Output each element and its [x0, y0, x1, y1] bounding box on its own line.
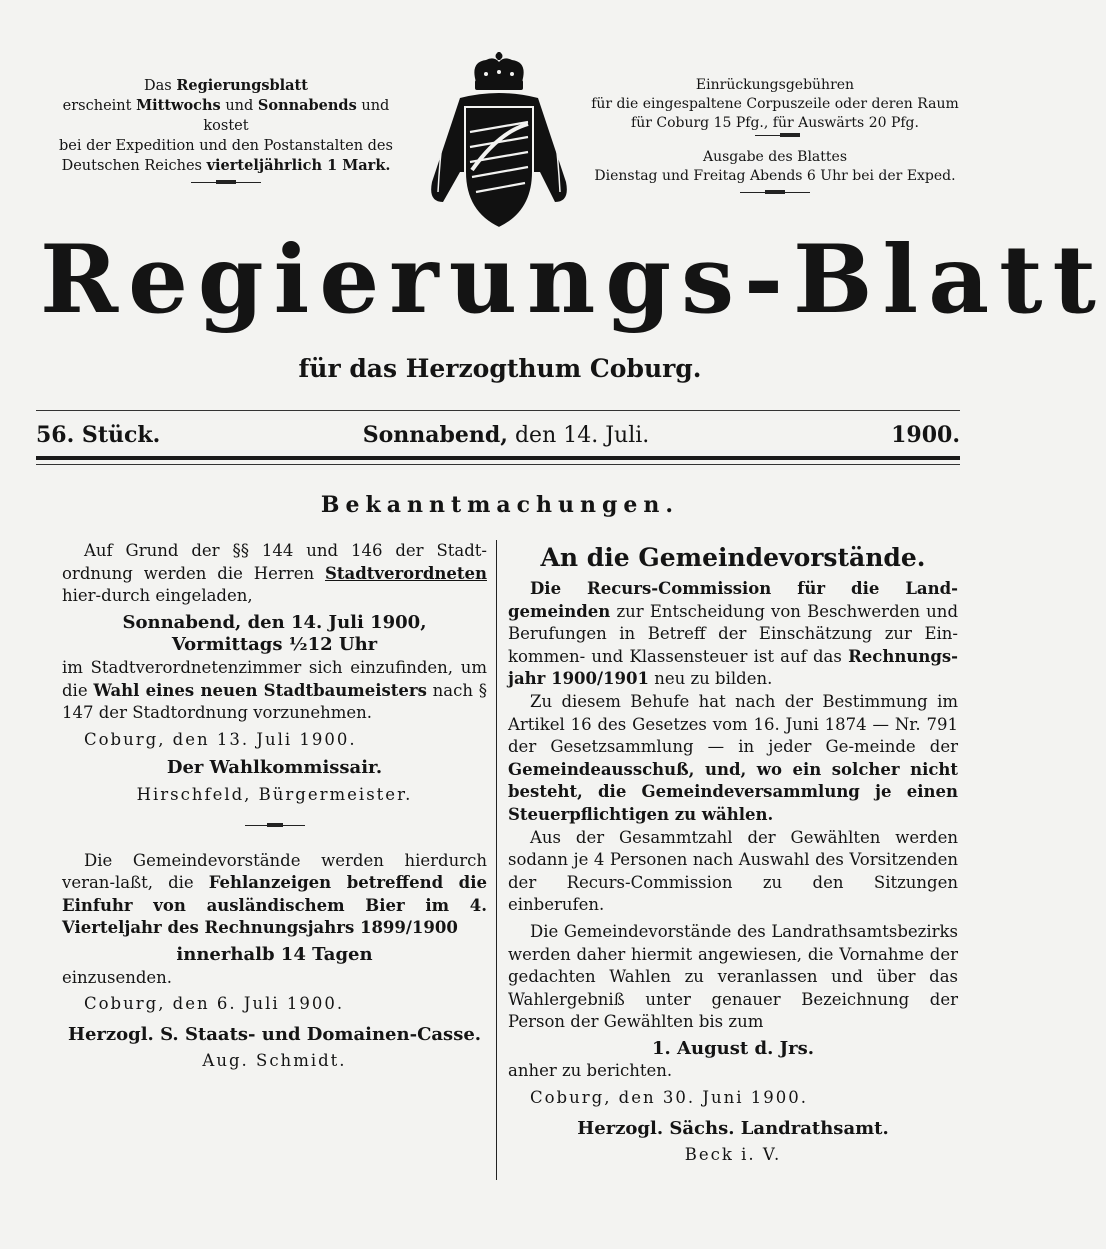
- notice1-time-line: Vormittags ½12 Uhr: [171, 634, 378, 656]
- ornamental-rule: [740, 192, 810, 193]
- notice1-place-date: Coburg, den 13. Juli 1900.: [84, 729, 357, 749]
- advertising-line-2: für die eingespaltene Corpuszeile oder deren Raum: [591, 96, 959, 112]
- issue-year: 1900.: [891, 422, 960, 448]
- right-office: Herzogl. Sächs. Landrathsamt.: [577, 1117, 889, 1139]
- notice1-paragraph1: Auf Grund der §§ 144 und 146 der Stadt-ordnung werden die Herren Stadtverordneten hier-durch eingeladen,: [62, 541, 487, 606]
- right-paragraph3: Aus der Gesammtzahl der Gewählten werden sodann je 4 Personen nach Auswahl des Vorsitzenden der Recurs-Commission zu den Sitzungen einberufen.: [508, 827, 958, 915]
- right-heading: An die Gemeindevorstände.: [540, 543, 926, 572]
- header-rule: [36, 410, 960, 411]
- issue-line: [36, 420, 960, 450]
- right-column: [508, 540, 958, 1167]
- notice2-paragraph1: Die Gemeindevorstände werden hierdurch veran-laßt, die Fehlanzeigen betreffend die Einfuhr von ausländischem Bier im 4. Vierteljahr des Rechnungsjahrs 1899/1900: [62, 850, 487, 938]
- header-rule: [36, 464, 960, 465]
- separator-rule: [245, 825, 305, 826]
- subscription-line-2: erscheint Mittwochs und Sonnabends und kostet: [62, 97, 390, 134]
- edition-line-1: Ausgabe des Blattes: [702, 149, 848, 165]
- notice2-paragraph2: einzusenden.: [62, 967, 173, 987]
- right-place-date: Coburg, den 30. Juni 1900.: [530, 1088, 808, 1108]
- coat-of-arms-icon: [420, 52, 578, 232]
- subscription-notice: [40, 76, 412, 183]
- notice2-place-date: Coburg, den 6. Juli 1900.: [84, 994, 345, 1014]
- ornamental-rule: [191, 182, 261, 183]
- left-column: [62, 540, 487, 1073]
- right-paragraph1: Die Recurs-Commission für die Land-gemeinden zur Entscheidung von Beschwerden und Berufungen in Betreff der Einschätzung zur Ein-kommen- und Klassensteuer ist auf das Rechnungs-jahr 1900/1901 neu zu bilden.: [508, 579, 958, 689]
- section-heading: Bekanntmachungen.: [320, 492, 680, 518]
- issue-date: Sonnabend, den 14. Juli.: [362, 422, 650, 448]
- notice2-signature: Aug. Schmidt.: [202, 1051, 347, 1071]
- subscription-line-4: Deutschen Reiches vierteljährlich 1 Mark.: [61, 157, 391, 174]
- masthead-title: Regierungs-Blatt: [40, 225, 1106, 335]
- edition-line-2: Dienstag und Freitag Abends 6 Uhr bei der Exped.: [594, 168, 956, 184]
- advertising-notice: [580, 76, 970, 193]
- right-paragraph5: anher zu berichten.: [508, 1061, 673, 1081]
- advertising-line-3: für Coburg 15 Pfg., für Auswärts 20 Pfg.: [631, 115, 919, 131]
- right-deadline: 1. August d. Jrs.: [651, 1037, 815, 1059]
- issue-number: 56. Stück.: [36, 422, 161, 448]
- ornamental-rule: [755, 135, 795, 136]
- notice1-date-line: Sonnabend, den 14. Juli 1900,: [122, 611, 427, 633]
- notice2-deadline: innerhalb 14 Tagen: [176, 943, 373, 965]
- subscription-line-1: Das Regierungsblatt: [144, 77, 308, 94]
- subscription-line-3: bei der Expedition und den Postanstalten des: [59, 138, 393, 154]
- column-divider: [496, 540, 497, 1180]
- advertising-line-1: Einrückungsgebühren: [695, 77, 855, 93]
- right-signature: Beck i. V.: [684, 1145, 782, 1165]
- notice1-paragraph2: im Stadtverordnetenzimmer sich einzufinden, um die Wahl eines neuen Stadtbaumeisters nach § 147 der Stadtordnung vorzunehmen.: [62, 657, 487, 723]
- right-paragraph4: Die Gemeindevorstände des Landrathsamtsbezirks werden daher hiermit angewiesen, die Vornahme der gedachten Wahlen zu veranlassen und über das Wahlergebniß unter genauer Bezeichnung der Person der Gewählten bis zum: [508, 921, 958, 1032]
- notice1-office: Der Wahlkommissair.: [166, 757, 383, 779]
- right-paragraph2: Zu diesem Behufe hat nach der Bestimmung im Artikel 16 des Gesetzes vom 16. Juni 1874 — Nr. 791 der Gesetzsammlung — in jeder Ge-meinde der Gemeindeausschuß, und, wo ein solcher nicht besteht, die Gemeindeversammlung je einen Steuerpflichtigen zu wählen.: [508, 691, 958, 824]
- masthead-subtitle: für das Herzogthum Coburg.: [298, 354, 702, 383]
- heavy-rule: [36, 456, 960, 460]
- notice1-signature: Hirschfeld, Bürgermeister.: [136, 784, 413, 804]
- notice2-office: Herzogl. S. Staats- und Domainen-Casse.: [67, 1023, 482, 1045]
